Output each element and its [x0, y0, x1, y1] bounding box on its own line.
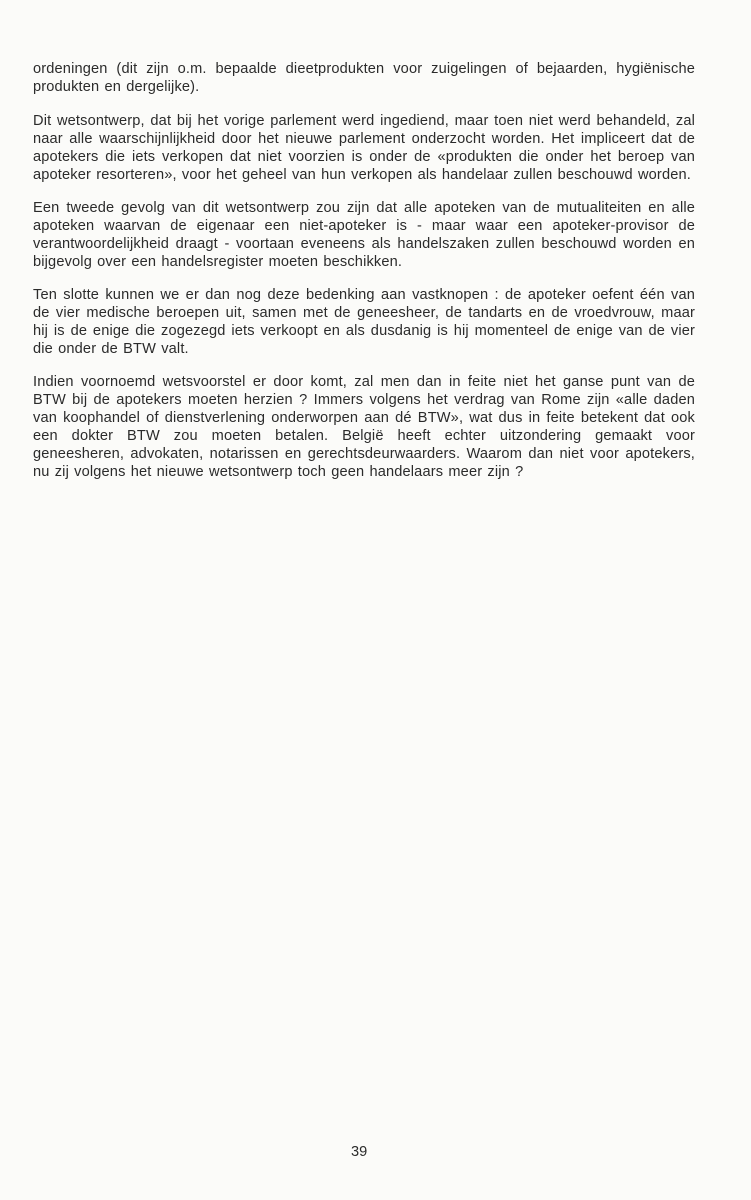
- paragraph-5: Indien voornoemd wetsvoorstel er door komt, zal men dan in feite niet het ganse punt van de BTW bij de apotekers moeten herzien ? Immers volgens het verdrag van Rome zijn «alle daden van koophandel of dienstverlening onderworpen aan dé BTW», wat dus in feite betekent dat ook een dokter BTW zou moeten betalen. België heeft echter uitzondering gemaakt voor geneesheren, advokaten, notarissen en gerechtsdeurwaarders. Waarom dan niet voor apotekers, nu zij volgens het nieuwe wetsontwerp toch geen handelaars meer zijn ?: [33, 374, 695, 480]
- document-body: [33, 60, 695, 496]
- page-number: 39: [351, 1144, 368, 1160]
- paragraph-2: Dit wetsontwerp, dat bij het vorige parlement werd ingediend, maar toen niet werd behandeld, zal naar alle waarschijnlijkheid door het nieuwe parlement onderzocht worden. Het impliceert dat de apotekers die iets verkopen dat niet voorzien is onder de «produkten die onder het beroep van apoteker resorteren», voor het geheel van hun verkopen als handelaar zullen beschouwd worden.: [33, 113, 695, 183]
- paragraph-1: ordeningen (dit zijn o.m. bepaalde dieetprodukten voor zuigelingen of bejaarden, hygiënische produkten en dergelijke).: [33, 61, 695, 95]
- paragraph-4: Ten slotte kunnen we er dan nog deze bedenking aan vastknopen : de apoteker oefent één van de vier medische beroepen uit, samen met de geneesheer, de tandarts en de vroedvrouw, maar hij is de enige die zogezegd iets verkoopt en als dusdanig is hij momenteel de enige van de vier die onder de BTW valt.: [33, 287, 695, 357]
- paragraph-3: Een tweede gevolg van dit wetsontwerp zou zijn dat alle apoteken van de mutualiteiten en alle apoteken waarvan de eigenaar een niet-apoteker is - maar waar een apoteker-provisor de verantwoordelijkheid draagt - voortaan eveneens als handelszaken zullen beschouwd worden en bijgevolg over een handelsregister moeten beschikken.: [33, 200, 695, 270]
